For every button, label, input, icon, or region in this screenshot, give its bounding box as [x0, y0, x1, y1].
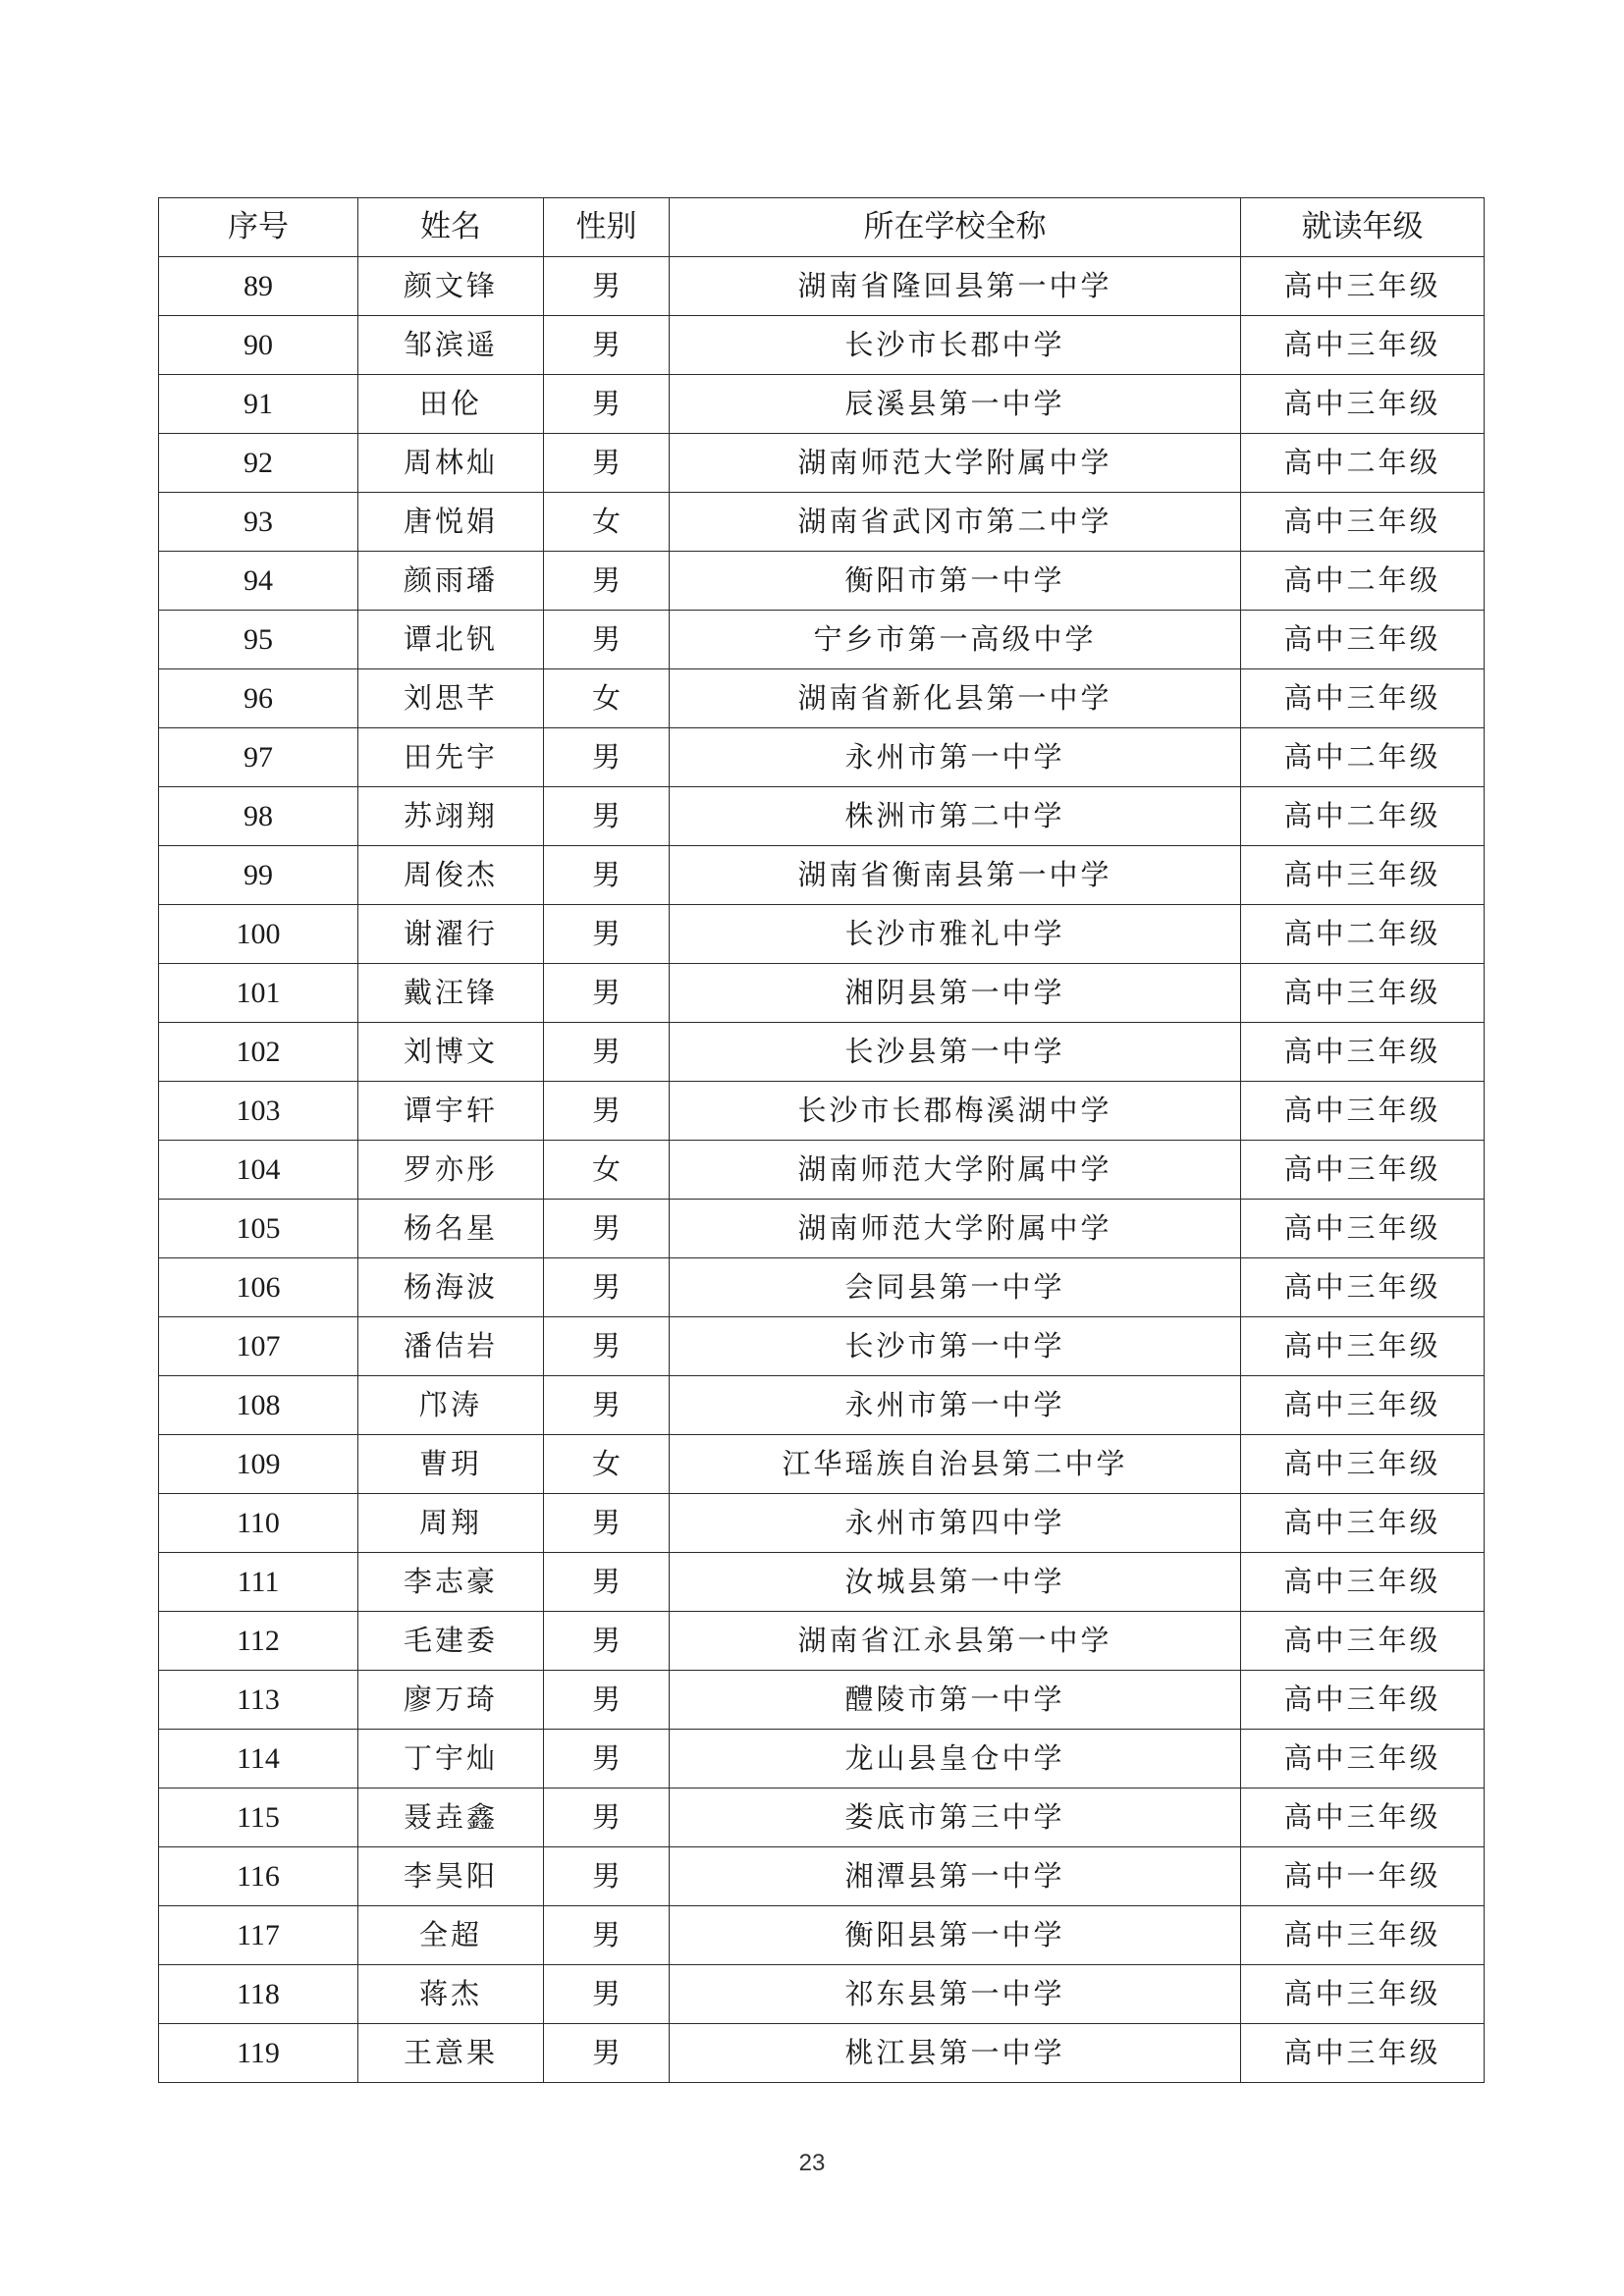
cell-no: 95	[159, 611, 358, 669]
cell-no: 104	[159, 1141, 358, 1200]
cell-name: 王意果	[358, 2024, 544, 2083]
cell-grade: 高中三年级	[1241, 611, 1485, 669]
cell-no: 90	[159, 316, 358, 375]
cell-gender: 男	[544, 1082, 670, 1141]
cell-school: 湘阴县第一中学	[670, 964, 1241, 1023]
header-gender: 性别	[544, 198, 670, 257]
cell-no: 105	[159, 1200, 358, 1258]
cell-gender: 男	[544, 1200, 670, 1258]
cell-gender: 男	[544, 1317, 670, 1376]
cell-school: 湖南省隆回县第一中学	[670, 257, 1241, 316]
table-row	[159, 787, 1485, 846]
cell-no: 94	[159, 552, 358, 611]
cell-grade: 高中二年级	[1241, 905, 1485, 964]
cell-name: 谢濯行	[358, 905, 544, 964]
cell-school: 长沙市雅礼中学	[670, 905, 1241, 964]
cell-gender: 女	[544, 1435, 670, 1494]
cell-name: 丁宇灿	[358, 1730, 544, 1789]
cell-school: 会同县第一中学	[670, 1258, 1241, 1317]
cell-gender: 男	[544, 1494, 670, 1553]
cell-name: 聂垚鑫	[358, 1789, 544, 1847]
cell-school: 长沙县第一中学	[670, 1023, 1241, 1082]
cell-name: 颜文锋	[358, 257, 544, 316]
cell-school: 湖南省新化县第一中学	[670, 669, 1241, 728]
cell-grade: 高中三年级	[1241, 375, 1485, 434]
cell-school: 永州市第一中学	[670, 1376, 1241, 1435]
page-number: 23	[798, 2150, 826, 2176]
cell-grade: 高中三年级	[1241, 1612, 1485, 1671]
cell-grade: 高中三年级	[1241, 1789, 1485, 1847]
cell-school: 株洲市第二中学	[670, 787, 1241, 846]
cell-gender: 男	[544, 1376, 670, 1435]
cell-gender: 女	[544, 1141, 670, 1200]
table-header	[159, 198, 1485, 257]
header-name: 姓名	[358, 198, 544, 257]
cell-name: 全超	[358, 1906, 544, 1965]
cell-grade: 高中三年级	[1241, 1258, 1485, 1317]
cell-gender: 男	[544, 846, 670, 905]
cell-gender: 男	[544, 1258, 670, 1317]
cell-gender: 男	[544, 1847, 670, 1906]
table-row	[159, 375, 1485, 434]
cell-school: 湖南省江永县第一中学	[670, 1612, 1241, 1671]
table-row	[159, 1553, 1485, 1612]
cell-name: 谭北钒	[358, 611, 544, 669]
header-grade: 就读年级	[1241, 198, 1485, 257]
cell-name: 周林灿	[358, 434, 544, 493]
cell-no: 93	[159, 493, 358, 552]
cell-no: 96	[159, 669, 358, 728]
cell-gender: 男	[544, 1906, 670, 1965]
cell-school: 湖南省武冈市第二中学	[670, 493, 1241, 552]
cell-name: 杨海波	[358, 1258, 544, 1317]
cell-name: 戴汪锋	[358, 964, 544, 1023]
cell-school: 永州市第一中学	[670, 728, 1241, 787]
cell-gender: 男	[544, 316, 670, 375]
cell-no: 113	[159, 1671, 358, 1730]
cell-no: 92	[159, 434, 358, 493]
cell-grade: 高中三年级	[1241, 846, 1485, 905]
table-row	[159, 1317, 1485, 1376]
cell-no: 99	[159, 846, 358, 905]
cell-gender: 男	[544, 434, 670, 493]
cell-school: 湖南师范大学附属中学	[670, 434, 1241, 493]
cell-grade: 高中三年级	[1241, 1435, 1485, 1494]
cell-school: 汝城县第一中学	[670, 1553, 1241, 1612]
cell-no: 108	[159, 1376, 358, 1435]
cell-name: 杨名星	[358, 1200, 544, 1258]
cell-gender: 女	[544, 669, 670, 728]
cell-name: 周翔	[358, 1494, 544, 1553]
cell-grade: 高中三年级	[1241, 1023, 1485, 1082]
cell-name: 李昊阳	[358, 1847, 544, 1906]
table-row	[159, 552, 1485, 611]
cell-grade: 高中三年级	[1241, 1141, 1485, 1200]
table-row	[159, 1789, 1485, 1847]
cell-school: 湘潭县第一中学	[670, 1847, 1241, 1906]
cell-name: 田伦	[358, 375, 544, 434]
cell-name: 苏翊翔	[358, 787, 544, 846]
table-row	[159, 1906, 1485, 1965]
cell-name: 刘博文	[358, 1023, 544, 1082]
cell-gender: 男	[544, 257, 670, 316]
cell-school: 永州市第四中学	[670, 1494, 1241, 1553]
cell-no: 115	[159, 1789, 358, 1847]
cell-name: 罗亦彤	[358, 1141, 544, 1200]
cell-name: 潘佶岩	[358, 1317, 544, 1376]
cell-no: 116	[159, 1847, 358, 1906]
cell-school: 衡阳市第一中学	[670, 552, 1241, 611]
header-row	[159, 198, 1485, 257]
cell-school: 醴陵市第一中学	[670, 1671, 1241, 1730]
cell-no: 111	[159, 1553, 358, 1612]
table-row	[159, 1847, 1485, 1906]
cell-grade: 高中二年级	[1241, 787, 1485, 846]
table-row	[159, 1435, 1485, 1494]
table-row	[159, 1671, 1485, 1730]
cell-grade: 高中二年级	[1241, 728, 1485, 787]
cell-school: 长沙市第一中学	[670, 1317, 1241, 1376]
table-row	[159, 316, 1485, 375]
table-row	[159, 1141, 1485, 1200]
cell-school: 衡阳县第一中学	[670, 1906, 1241, 1965]
table-row	[159, 1258, 1485, 1317]
cell-name: 邹滨遥	[358, 316, 544, 375]
table-row	[159, 1376, 1485, 1435]
cell-grade: 高中三年级	[1241, 1671, 1485, 1730]
table-body	[159, 257, 1485, 2083]
cell-name: 田先宇	[358, 728, 544, 787]
table-row	[159, 611, 1485, 669]
cell-name: 谭宇轩	[358, 1082, 544, 1141]
cell-name: 曹玥	[358, 1435, 544, 1494]
table-row	[159, 2024, 1485, 2083]
cell-gender: 男	[544, 611, 670, 669]
cell-no: 117	[159, 1906, 358, 1965]
cell-no: 102	[159, 1023, 358, 1082]
cell-name: 刘思芊	[358, 669, 544, 728]
cell-school: 湖南师范大学附属中学	[670, 1141, 1241, 1200]
cell-gender: 男	[544, 1965, 670, 2024]
cell-name: 周俊杰	[358, 846, 544, 905]
cell-school: 桃江县第一中学	[670, 2024, 1241, 2083]
cell-gender: 男	[544, 552, 670, 611]
cell-name: 廖万琦	[358, 1671, 544, 1730]
cell-no: 114	[159, 1730, 358, 1789]
table-row	[159, 728, 1485, 787]
cell-grade: 高中三年级	[1241, 1376, 1485, 1435]
table-row	[159, 1200, 1485, 1258]
cell-gender: 男	[544, 964, 670, 1023]
cell-school: 湖南师范大学附属中学	[670, 1200, 1241, 1258]
cell-grade: 高中二年级	[1241, 434, 1485, 493]
cell-grade: 高中三年级	[1241, 669, 1485, 728]
cell-no: 118	[159, 1965, 358, 2024]
table-row	[159, 1494, 1485, 1553]
cell-no: 103	[159, 1082, 358, 1141]
cell-grade: 高中三年级	[1241, 2024, 1485, 2083]
cell-grade: 高中三年级	[1241, 257, 1485, 316]
table-row	[159, 434, 1485, 493]
cell-gender: 男	[544, 728, 670, 787]
cell-grade: 高中三年级	[1241, 316, 1485, 375]
table-row	[159, 669, 1485, 728]
cell-grade: 高中三年级	[1241, 493, 1485, 552]
student-roster-table	[158, 197, 1485, 2083]
header-school: 所在学校全称	[670, 198, 1241, 257]
cell-name: 唐悦娟	[358, 493, 544, 552]
cell-name: 李志豪	[358, 1553, 544, 1612]
cell-school: 宁乡市第一高级中学	[670, 611, 1241, 669]
cell-gender: 男	[544, 1612, 670, 1671]
cell-school: 龙山县皇仓中学	[670, 1730, 1241, 1789]
cell-grade: 高中二年级	[1241, 552, 1485, 611]
table-row	[159, 1965, 1485, 2024]
cell-grade: 高中三年级	[1241, 964, 1485, 1023]
cell-gender: 女	[544, 493, 670, 552]
cell-gender: 男	[544, 2024, 670, 2083]
cell-no: 112	[159, 1612, 358, 1671]
cell-no: 106	[159, 1258, 358, 1317]
cell-grade: 高中一年级	[1241, 1847, 1485, 1906]
cell-grade: 高中三年级	[1241, 1200, 1485, 1258]
cell-no: 107	[159, 1317, 358, 1376]
cell-no: 98	[159, 787, 358, 846]
table-row	[159, 964, 1485, 1023]
table-row	[159, 1730, 1485, 1789]
cell-no: 119	[159, 2024, 358, 2083]
cell-no: 91	[159, 375, 358, 434]
cell-gender: 男	[544, 1553, 670, 1612]
cell-school: 祁东县第一中学	[670, 1965, 1241, 2024]
cell-gender: 男	[544, 905, 670, 964]
cell-school: 长沙市长郡中学	[670, 316, 1241, 375]
table-row	[159, 1612, 1485, 1671]
cell-gender: 男	[544, 787, 670, 846]
cell-school: 长沙市长郡梅溪湖中学	[670, 1082, 1241, 1141]
cell-school: 江华瑶族自治县第二中学	[670, 1435, 1241, 1494]
cell-gender: 男	[544, 1023, 670, 1082]
cell-gender: 男	[544, 1730, 670, 1789]
table-row	[159, 905, 1485, 964]
cell-name: 蒋杰	[358, 1965, 544, 2024]
cell-no: 110	[159, 1494, 358, 1553]
cell-grade: 高中三年级	[1241, 1082, 1485, 1141]
cell-grade: 高中三年级	[1241, 1965, 1485, 2024]
cell-no: 109	[159, 1435, 358, 1494]
table-row	[159, 1023, 1485, 1082]
cell-grade: 高中三年级	[1241, 1906, 1485, 1965]
cell-no: 97	[159, 728, 358, 787]
cell-school: 辰溪县第一中学	[670, 375, 1241, 434]
cell-no: 101	[159, 964, 358, 1023]
table-row	[159, 493, 1485, 552]
cell-name: 颜雨璠	[358, 552, 544, 611]
cell-school: 湖南省衡南县第一中学	[670, 846, 1241, 905]
cell-name: 邝涛	[358, 1376, 544, 1435]
cell-grade: 高中三年级	[1241, 1317, 1485, 1376]
cell-gender: 男	[544, 375, 670, 434]
header-no: 序号	[159, 198, 358, 257]
cell-school: 娄底市第三中学	[670, 1789, 1241, 1847]
cell-grade: 高中三年级	[1241, 1494, 1485, 1553]
cell-gender: 男	[544, 1671, 670, 1730]
cell-grade: 高中三年级	[1241, 1730, 1485, 1789]
cell-name: 毛建委	[358, 1612, 544, 1671]
cell-no: 100	[159, 905, 358, 964]
cell-grade: 高中三年级	[1241, 1553, 1485, 1612]
table-row	[159, 1082, 1485, 1141]
table-row	[159, 257, 1485, 316]
table-row	[159, 846, 1485, 905]
cell-gender: 男	[544, 1789, 670, 1847]
cell-no: 89	[159, 257, 358, 316]
